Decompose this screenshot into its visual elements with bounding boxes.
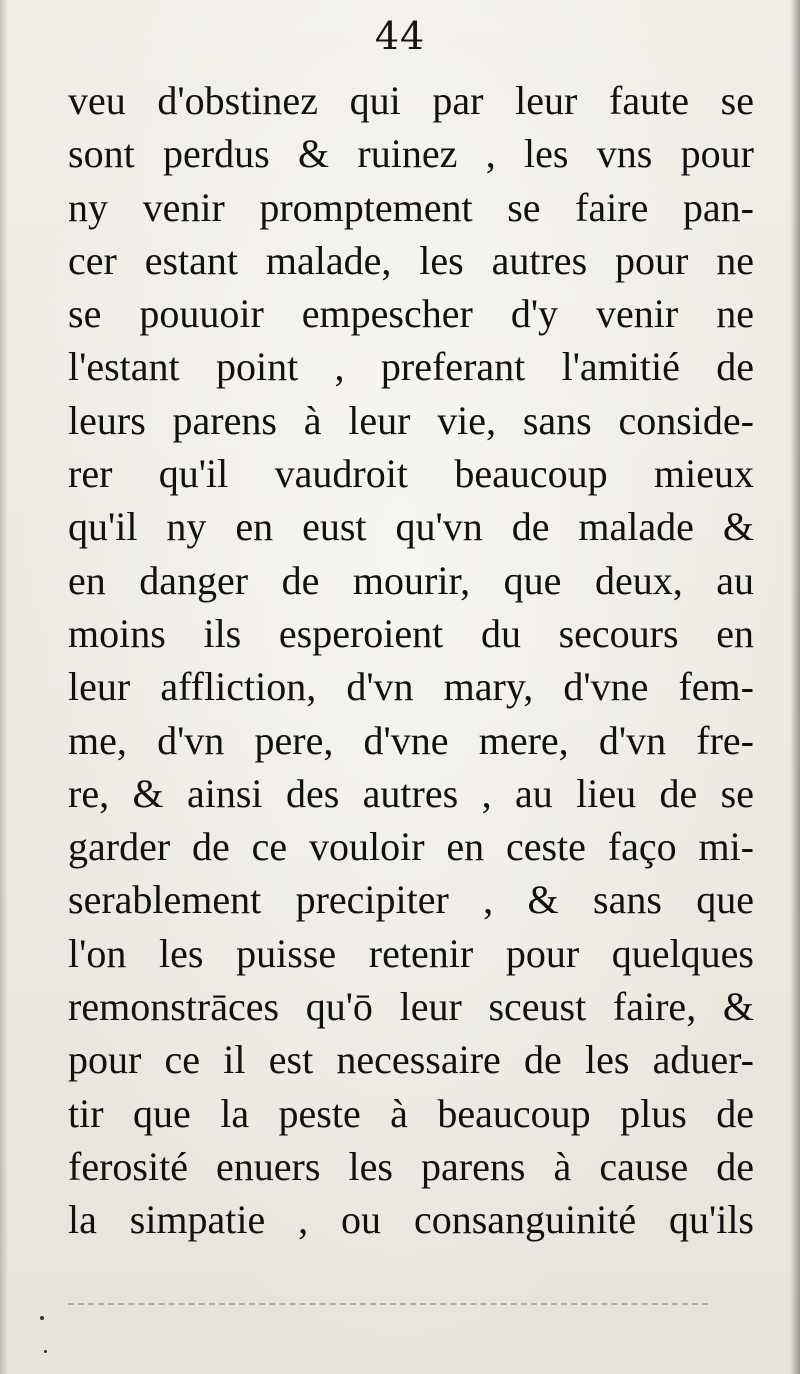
- ink-speck: [40, 1316, 44, 1320]
- ink-speck: [44, 1350, 47, 1353]
- text-line: leurs parens à leur vie, sans conside-: [68, 397, 754, 443]
- bottom-rule: [68, 1303, 708, 1305]
- text-line: ny venir promptement se faire pan-: [68, 184, 754, 230]
- text-line: remonstrāces qu'ō leur sceust faire, &: [68, 984, 754, 1030]
- body-text: [68, 74, 754, 1247]
- text-line: en danger de mourir, que deux, au: [68, 557, 754, 603]
- text-line: l'estant point , preferant l'amitié de: [68, 344, 754, 390]
- text-line: ferosité enuers les parens à cause de: [68, 1143, 754, 1189]
- text-line: se pouuoir empescher d'y venir ne: [68, 291, 754, 337]
- text-line: qu'il ny en eust qu'vn de malade &: [68, 504, 754, 550]
- text-line: me, d'vn pere, d'vne mere, d'vn fre-: [68, 717, 754, 763]
- text-line: moins ils esperoient du secours en: [68, 610, 754, 656]
- page-right-shadow: [790, 0, 800, 1374]
- text-line: tir que la peste à beaucoup plus de: [68, 1090, 754, 1136]
- text-line: l'on les puisse retenir pour quelques: [68, 930, 754, 976]
- text-line: garder de ce vouloir en ceste faço mi-: [68, 824, 754, 870]
- text-line: la simpatie , ou consanguinité qu'ils: [68, 1197, 754, 1243]
- text-line: sont perdus & ruinez , les vns pour: [68, 131, 754, 177]
- text-line: re, & ainsi des autres , au lieu de se: [68, 770, 754, 816]
- text-line: serablement precipiter , & sans que: [68, 877, 754, 923]
- text-line: pour ce il est necessaire de les aduer-: [68, 1037, 754, 1083]
- page-left-shadow: [0, 0, 8, 1374]
- text-line: veu d'obstinez qui par leur faute se: [68, 78, 754, 123]
- text-line: leur affliction, d'vn mary, d'vne fem-: [68, 664, 754, 710]
- ink-specks: [36, 1310, 50, 1360]
- page-number: 44: [374, 14, 426, 58]
- text-line: rer qu'il vaudroit beaucoup mieux: [68, 451, 754, 497]
- text-line: cer estant malade, les autres pour ne: [68, 237, 754, 283]
